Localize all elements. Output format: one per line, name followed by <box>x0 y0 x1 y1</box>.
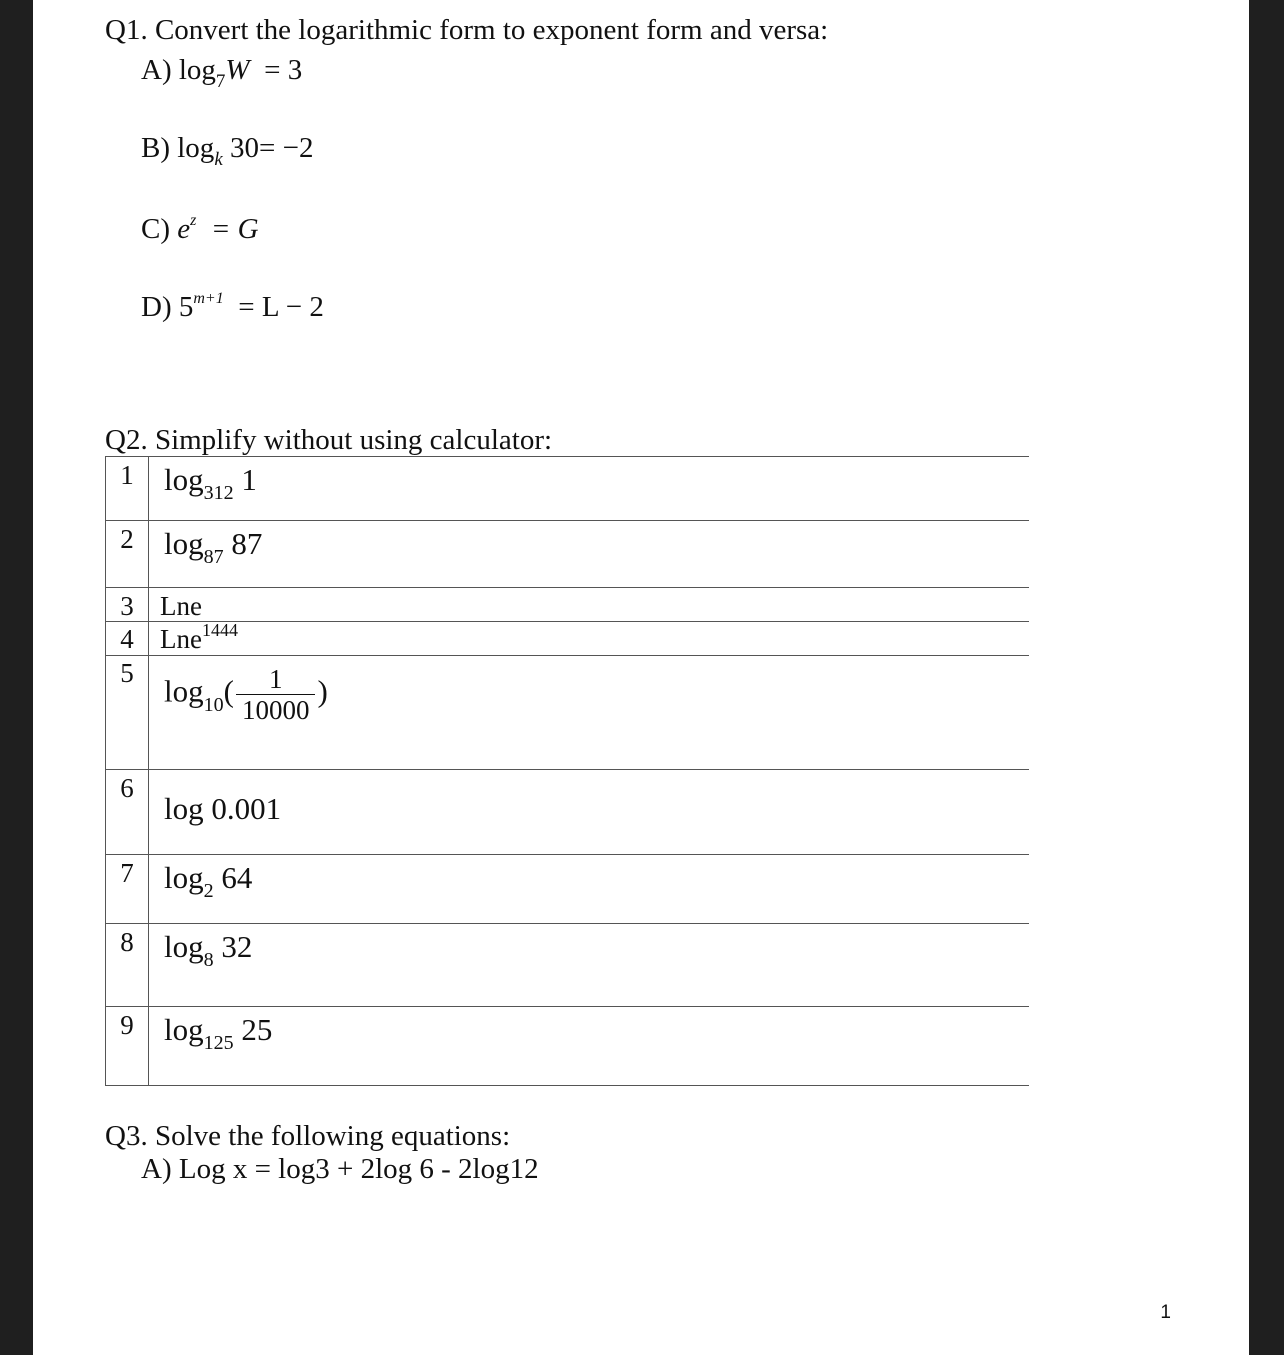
table-rule <box>105 1085 1029 1086</box>
table-rule <box>105 520 1029 521</box>
page-number: 1 <box>1160 1302 1171 1323</box>
q3-item-a: A) Log x = log3 + 2log 6 - 2log12 <box>141 1153 539 1185</box>
q2-title: Q2. Simplify without using calculator: <box>105 424 553 456</box>
table-rule <box>105 769 1029 770</box>
table-row-1-expression: $\log_{312} 1$ <box>164 462 257 504</box>
q1-title: Q1. Convert the logarithmic form to exponent form and versa: <box>105 14 829 46</box>
table-rule <box>105 621 1029 622</box>
table-rule <box>105 655 1029 656</box>
q1-item-d-label: D) <box>141 291 172 323</box>
row-number: 2 <box>120 524 134 554</box>
table-row-7-expression: $\log_2 64$ <box>164 860 253 902</box>
table-rule <box>105 587 1029 588</box>
table-row-3-expression: Lne <box>160 591 202 621</box>
table-rule <box>105 456 1029 457</box>
row-number: 8 <box>120 927 134 957</box>
table-row-2-expression: $\log_{87} 87$ <box>164 526 263 568</box>
row-number: 1 <box>120 460 134 490</box>
table-rule <box>105 923 1029 924</box>
row-number: 7 <box>120 858 134 888</box>
table-row-5-expression: $\log_{10}$( $\frac{1}{10000}$ ) <box>164 664 328 725</box>
table-row-6-expression: log 0.001 <box>164 791 282 826</box>
fraction: $\frac{1}{10000}$ <box>236 664 316 725</box>
q2-table <box>105 456 1029 1086</box>
row-number: 6 <box>120 773 134 803</box>
row-number: 5 <box>120 658 134 688</box>
row-number: 4 <box>120 624 134 654</box>
table-rule <box>105 854 1029 855</box>
table-rule <box>105 456 106 1086</box>
q1-item-a-label: A) <box>141 54 172 86</box>
row-number: 3 <box>120 591 134 621</box>
table-row-8-expression: $\log_8 32$ <box>164 929 253 971</box>
table-rule <box>148 456 149 1086</box>
q1-item-b-label: B) <box>141 132 170 164</box>
table-row-4-expression: Lne$^{1444}$ <box>160 620 238 654</box>
table-row-9-expression: $\log_{125} 25$ <box>164 1012 273 1054</box>
document-page <box>33 0 1249 1355</box>
q1-item-b: B) $\log_k 30= -2$ <box>141 132 314 170</box>
q3-title: Q3. Solve the following equations: <box>105 1120 511 1152</box>
q1-item-c: C) $e^z = G$ <box>141 212 259 245</box>
q1-item-d: D) $5^{m+1} = L - 2$ <box>141 290 324 323</box>
q1-item-c-label: C) <box>141 213 170 245</box>
row-number: 9 <box>120 1010 134 1040</box>
table-rule <box>105 1006 1029 1007</box>
q1-item-a: A) $\log_7W = 3$ <box>141 54 303 92</box>
